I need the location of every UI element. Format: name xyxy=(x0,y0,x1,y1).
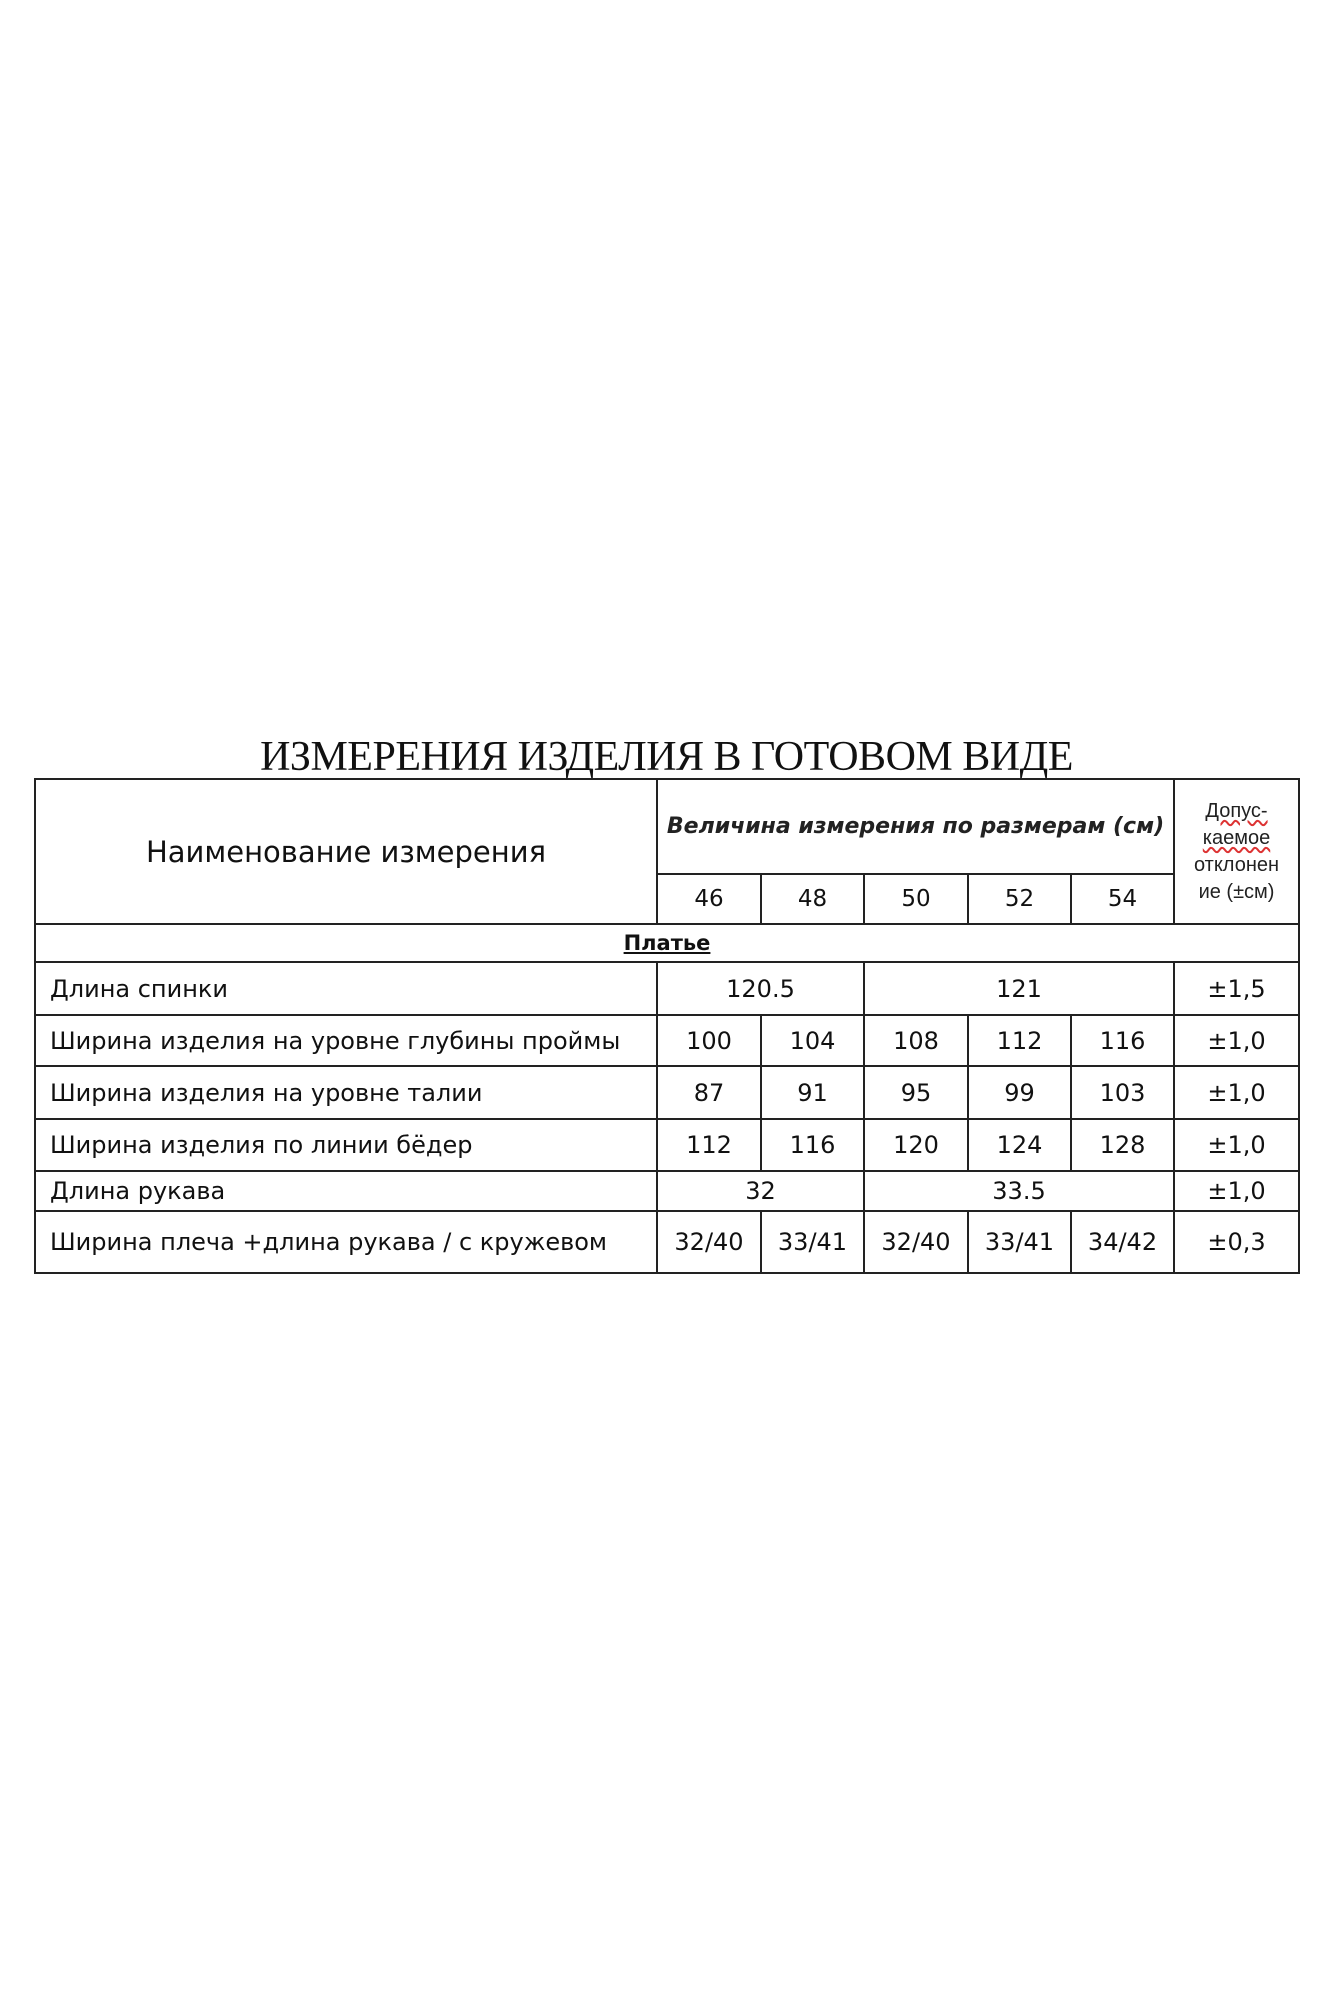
row-name: Ширина плеча +длина рукава / с кружевом xyxy=(35,1211,657,1273)
row-tolerance: ±1,0 xyxy=(1174,1066,1299,1119)
row-tolerance: ±1,0 xyxy=(1174,1119,1299,1171)
row-value: 33/41 xyxy=(968,1211,1071,1273)
size-header-52: 52 xyxy=(968,874,1071,924)
row-value-group: 33.5 xyxy=(864,1171,1174,1211)
row-value: 32/40 xyxy=(864,1211,968,1273)
section-label: Платье xyxy=(35,924,1299,962)
section-row xyxy=(35,924,1299,962)
row-value: 108 xyxy=(864,1015,968,1066)
size-header-50: 50 xyxy=(864,874,968,924)
row-value: 34/42 xyxy=(1071,1211,1174,1273)
row-value: 91 xyxy=(761,1066,864,1119)
row-value: 112 xyxy=(657,1119,761,1171)
size-header-54: 54 xyxy=(1071,874,1174,924)
row-value: 99 xyxy=(968,1066,1071,1119)
tolerance-header xyxy=(1174,779,1299,924)
row-value: 95 xyxy=(864,1066,968,1119)
row-value: 116 xyxy=(761,1119,864,1171)
row-value-group: 120.5 xyxy=(657,962,864,1015)
row-name: Ширина изделия по линии бёдер xyxy=(35,1119,657,1171)
table-row xyxy=(35,962,1299,1015)
table-row xyxy=(35,1015,1299,1066)
row-name: Длина спинки xyxy=(35,962,657,1015)
document-title: ИЗМЕРЕНИЯ ИЗДЕЛИЯ В ГОТОВОМ ВИДЕ xyxy=(260,734,1073,780)
table-row xyxy=(35,1171,1299,1211)
tolerance-header-line: отклонен xyxy=(1193,853,1280,876)
row-value: 116 xyxy=(1071,1015,1174,1066)
tolerance-header-line: Допус- xyxy=(1205,799,1268,822)
row-value: 120 xyxy=(864,1119,968,1171)
row-name: Ширина изделия на уровне талии xyxy=(35,1066,657,1119)
measurement-name-header: Наименование измерения xyxy=(35,779,657,924)
header-row xyxy=(35,779,1299,874)
table-row xyxy=(35,1066,1299,1119)
row-value-group: 121 xyxy=(864,962,1174,1015)
size-values-header: Величина измерения по размерам (см) xyxy=(657,779,1174,874)
row-value: 112 xyxy=(968,1015,1071,1066)
size-header-46: 46 xyxy=(657,874,761,924)
table-row xyxy=(35,1211,1299,1273)
row-value: 124 xyxy=(968,1119,1071,1171)
measurements-table xyxy=(34,778,1300,1274)
row-value: 100 xyxy=(657,1015,761,1066)
row-tolerance: ±1,0 xyxy=(1174,1015,1299,1066)
row-value: 87 xyxy=(657,1066,761,1119)
tolerance-header-line: ие (±см) xyxy=(1198,880,1275,903)
row-tolerance: ±1,0 xyxy=(1174,1171,1299,1211)
row-tolerance: ±0,3 xyxy=(1174,1211,1299,1273)
size-header-48: 48 xyxy=(761,874,864,924)
row-name: Длина рукава xyxy=(35,1171,657,1211)
row-value: 33/41 xyxy=(761,1211,864,1273)
row-name: Ширина изделия на уровне глубины проймы xyxy=(35,1015,657,1066)
row-value: 128 xyxy=(1071,1119,1174,1171)
row-value-group: 32 xyxy=(657,1171,864,1211)
table-row xyxy=(35,1119,1299,1171)
row-value: 104 xyxy=(761,1015,864,1066)
tolerance-header-line: каемое xyxy=(1202,826,1271,849)
row-value: 32/40 xyxy=(657,1211,761,1273)
row-value: 103 xyxy=(1071,1066,1174,1119)
row-tolerance: ±1,5 xyxy=(1174,962,1299,1015)
